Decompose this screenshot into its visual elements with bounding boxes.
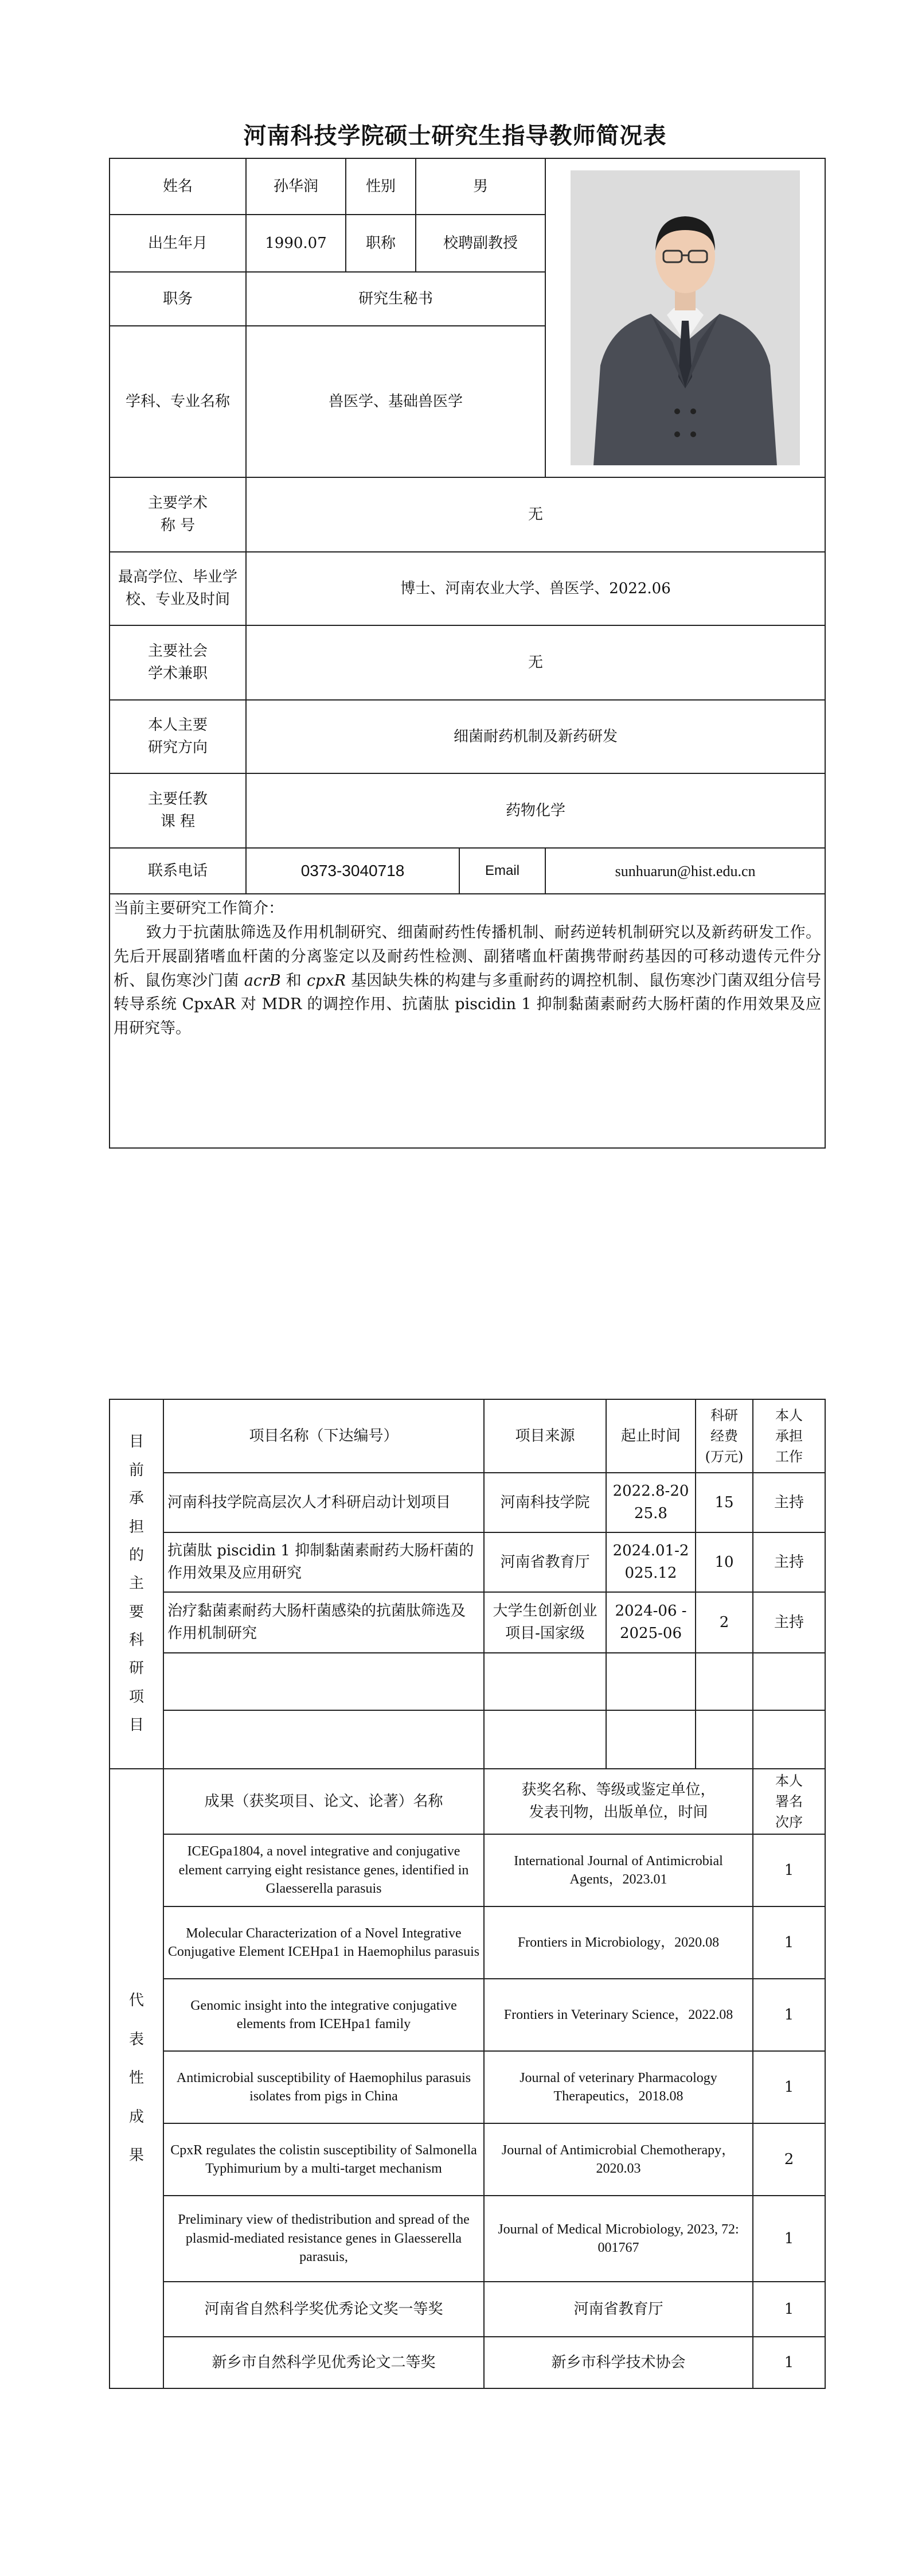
achievements-section-label-text: 代表性成果 bbox=[128, 1992, 144, 2165]
degree-label: 最高学位、毕业学 校、专业及时间 bbox=[110, 552, 246, 625]
achievement-row-4-venue: Journal of veterinary Pharmacology Therapeutics，2018.08 bbox=[484, 2051, 753, 2123]
achievement-row-4-name: Antimicrobial susceptibility of Haemophilus parasuis isolates from pigs in China bbox=[163, 2051, 484, 2123]
achievement-row-1-rank: 1 bbox=[753, 1834, 825, 1906]
achievement-row-2-name: Molecular Characterization of a Novel Integrative Conjugative Element ICEHpa1 in Haemophilus parasuis bbox=[163, 1906, 484, 1979]
name-value: 孙华润 bbox=[246, 158, 346, 215]
job-title-label: 职称 bbox=[346, 215, 416, 272]
job-title-value: 校聘副教授 bbox=[416, 215, 545, 272]
achievement-row-7-venue: 河南省教育厅 bbox=[484, 2282, 753, 2337]
achievement-row-8-rank: 1 bbox=[753, 2337, 825, 2388]
achievement-row-6-name: Preliminary view of thedistribution and spread of the plasmid-mediated resistance genes in Glaesserella parasuis, bbox=[163, 2196, 484, 2282]
email-label: Email bbox=[459, 848, 545, 894]
project-row-1-name: 河南科技学院高层次人才科研启动计划项目 bbox=[163, 1473, 484, 1532]
project-row-empty bbox=[163, 1653, 484, 1710]
email-value: sunhuarun@hist.edu.cn bbox=[545, 848, 825, 894]
projects-header-source: 项目来源 bbox=[484, 1399, 606, 1473]
achievements-section-label bbox=[110, 1769, 163, 2388]
achievement-row-5-venue: Journal of Antimicrobial Chemotherapy，2020.03 bbox=[484, 2123, 753, 2196]
achievement-row-1-venue: International Journal of Antimicrobial Agents，2023.01 bbox=[484, 1834, 753, 1906]
social-value: 无 bbox=[246, 625, 825, 700]
project-row-1-period: 2022.8-2025.8 bbox=[606, 1473, 696, 1532]
project-row-2-role: 主持 bbox=[753, 1532, 825, 1592]
projects-header-funding: 科研 经费 (万元) bbox=[696, 1399, 753, 1473]
social-label: 主要社会 学术兼职 bbox=[110, 625, 246, 700]
project-row-1-funding: 15 bbox=[696, 1473, 753, 1532]
projects-header-period: 起止时间 bbox=[606, 1399, 696, 1473]
achievement-row-2-rank: 1 bbox=[753, 1906, 825, 1979]
name-label: 姓名 bbox=[110, 158, 246, 215]
phone-label: 联系电话 bbox=[110, 848, 246, 894]
achievement-row-3-rank: 1 bbox=[753, 1979, 825, 2051]
projects-achievements-table bbox=[109, 1399, 826, 2389]
gender-label: 性别 bbox=[346, 158, 416, 215]
birth-value: 1990.07 bbox=[246, 215, 346, 272]
achievements-header-name: 成果（获奖项目、论文、论著）名称 bbox=[163, 1769, 484, 1834]
project-row-2-funding: 10 bbox=[696, 1532, 753, 1592]
projects-header-name: 项目名称（下达编号） bbox=[163, 1399, 484, 1473]
research-intro bbox=[110, 894, 825, 1148]
courses-label: 主要任教 课 程 bbox=[110, 773, 246, 848]
person-photo-icon bbox=[571, 170, 800, 465]
profile-table bbox=[109, 158, 826, 1149]
gender-value: 男 bbox=[416, 158, 545, 215]
discipline-value: 兽医学、基础兽医学 bbox=[246, 326, 545, 477]
achievement-row-7-name: 河南省自然科学奖优秀论文奖一等奖 bbox=[163, 2282, 484, 2337]
achievement-row-5-name: CpxR regulates the colistin susceptibility of Salmonella Typhimurium by a multi-target mechanism bbox=[163, 2123, 484, 2196]
project-row-empty bbox=[163, 1710, 484, 1769]
achievements-header-venue: 获奖名称、等级或鉴定单位， 发表刊物，出版单位，时间 bbox=[484, 1769, 753, 1834]
achievement-row-8-venue: 新乡市科学技术协会 bbox=[484, 2337, 753, 2388]
project-row-1-role: 主持 bbox=[753, 1473, 825, 1532]
project-row-1-source: 河南科技学院 bbox=[484, 1473, 606, 1532]
achievement-row-5-rank: 2 bbox=[753, 2123, 825, 2196]
discipline-label: 学科、专业名称 bbox=[110, 326, 246, 477]
direction-label: 本人主要 研究方向 bbox=[110, 700, 246, 773]
project-row-3-name: 治疗黏菌素耐药大肠杆菌感染的抗菌肽筛选及作用机制研究 bbox=[163, 1592, 484, 1653]
project-row-2-period: 2024.01-2025.12 bbox=[606, 1532, 696, 1592]
achievements-header-rank: 本人 署名 次序 bbox=[753, 1769, 825, 1834]
photo-cell bbox=[545, 158, 825, 477]
achievement-row-7-rank: 1 bbox=[753, 2282, 825, 2337]
research-intro-heading: 当前主要研究工作简介： bbox=[114, 900, 284, 917]
direction-value: 细菌耐药机制及新药研发 bbox=[246, 700, 825, 773]
academic-title-value: 无 bbox=[246, 477, 825, 552]
achievement-row-4-rank: 1 bbox=[753, 2051, 825, 2123]
project-row-2-name: 抗菌肽 piscidin 1 抑制黏菌素耐药大肠杆菌的作用效果及应用研究 bbox=[163, 1532, 484, 1592]
project-row-3-role: 主持 bbox=[753, 1592, 825, 1653]
academic-title-label: 主要学术 称 号 bbox=[110, 477, 246, 552]
courses-value: 药物化学 bbox=[246, 773, 825, 848]
achievement-row-6-rank: 1 bbox=[753, 2196, 825, 2282]
project-row-3-funding: 2 bbox=[696, 1592, 753, 1653]
projects-header-role: 本人 承担 工作 bbox=[753, 1399, 825, 1473]
project-row-3-period: 2024-06 - 2025-06 bbox=[606, 1592, 696, 1653]
position-value: 研究生秘书 bbox=[246, 272, 545, 326]
page-title: 河南科技学院硕士研究生指导教师简况表 bbox=[243, 123, 667, 149]
degree-value: 博士、河南农业大学、兽医学、2022.06 bbox=[246, 552, 825, 625]
phone-value: 0373-3040718 bbox=[246, 848, 459, 894]
achievement-row-8-name: 新乡市自然科学见优秀论文二等奖 bbox=[163, 2337, 484, 2388]
achievement-row-3-name: Genomic insight into the integrative conjugative elements from ICEHpa1 family bbox=[163, 1979, 484, 2051]
achievement-row-1-name: ICEGpa1804, a novel integrative and conjugative element carrying eight resistance genes, identified in Glaesserella parasuis bbox=[163, 1834, 484, 1906]
birth-label: 出生年月 bbox=[110, 215, 246, 272]
project-row-3-source: 大学生创新创业项目-国家级 bbox=[484, 1592, 606, 1653]
achievement-row-2-venue: Frontiers in Microbiology，2020.08 bbox=[484, 1906, 753, 1979]
achievement-row-3-venue: Frontiers in Veterinary Science，2022.08 bbox=[484, 1979, 753, 2051]
projects-section-label bbox=[110, 1399, 163, 1769]
project-row-2-source: 河南省教育厅 bbox=[484, 1532, 606, 1592]
achievement-row-6-venue: Journal of Medical Microbiology, 2023, 72: 001767 bbox=[484, 2196, 753, 2282]
position-label: 职务 bbox=[110, 272, 246, 326]
projects-section-label-text: 目前承担的主要科研项目 bbox=[128, 1433, 144, 1734]
research-intro-paragraph: 致力于抗菌肽筛选及作用机制研究、细菌耐药性传播机制、耐药逆转机制研究以及新药研发工作。先后开展副猪嗜血杆菌的分离鉴定以及耐药性检测、副猪嗜血杆菌携带耐药基因的可移动遗传元件分析、鼠伤寒沙门菌 acrB 和 cpxR 基因缺失株的构建与多重耐药的调控机制、鼠伤寒沙门菌双组分信号转导系统 CpxAR 对 MDR 的调控作用、抗菌肽 piscidin 1 抑制黏菌素耐药大肠杆菌的作用效果及应用研究等。 bbox=[114, 923, 822, 1038]
